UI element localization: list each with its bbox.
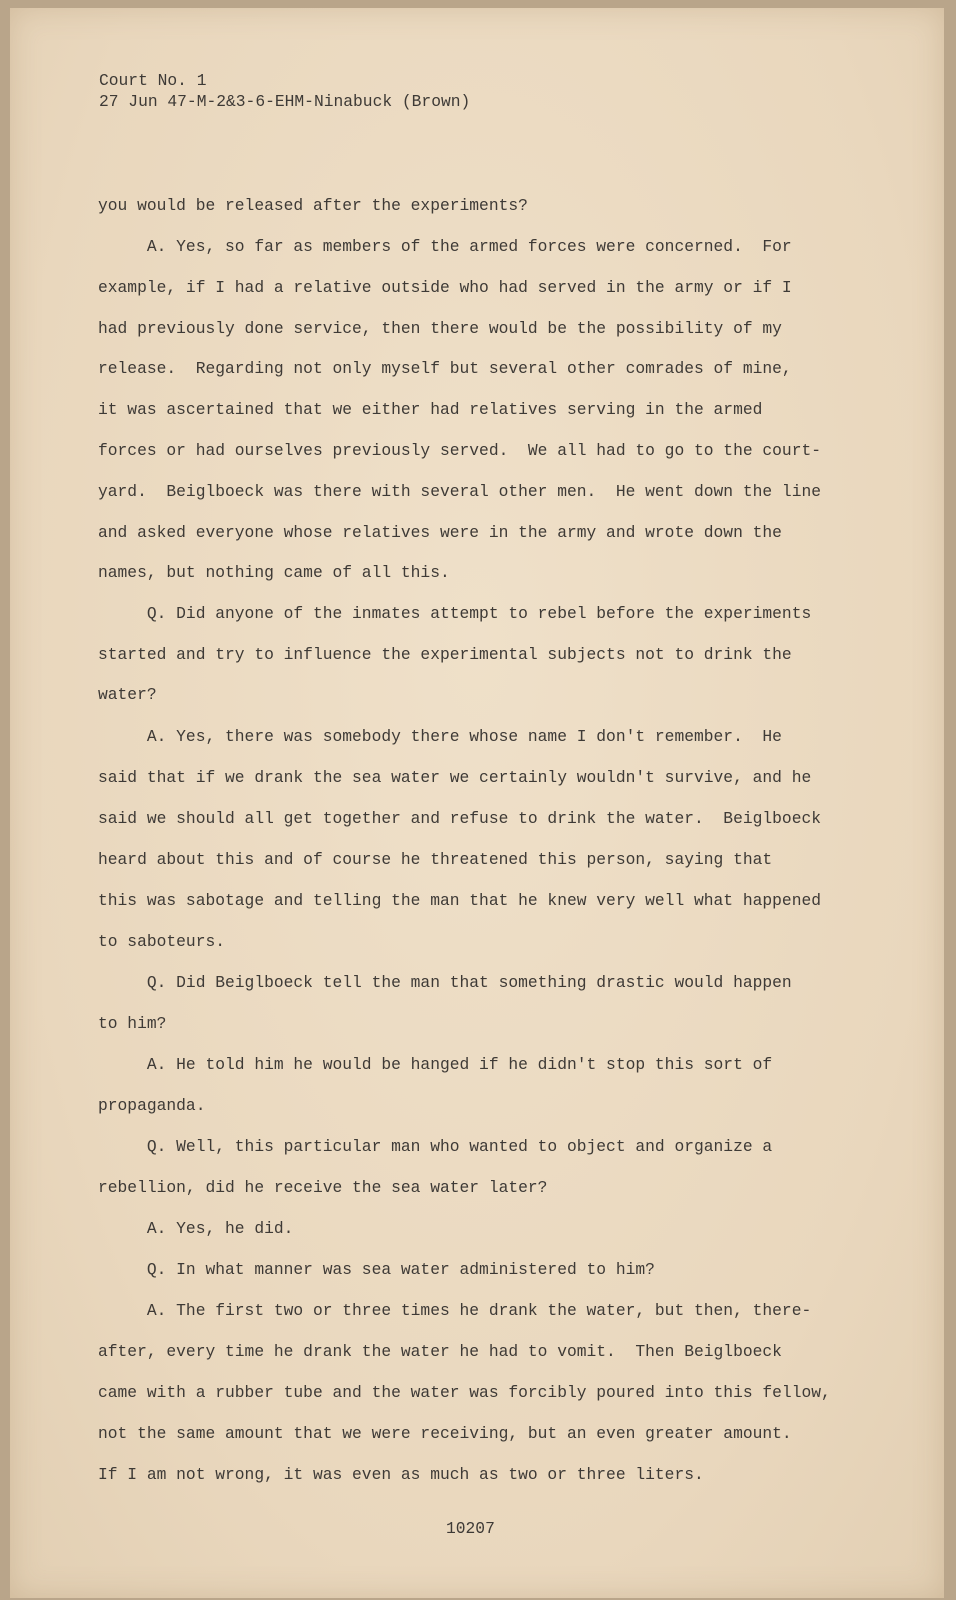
text-line: water? — [98, 685, 157, 704]
court-number: Court No. 1 — [99, 71, 207, 90]
text-line: release. Regarding not only myself but several other comrades of mine, — [98, 359, 792, 378]
text-line: propaganda. — [98, 1096, 206, 1115]
text-line: forces or had ourselves previously served. We all had to go to the court- — [98, 441, 822, 460]
text-line: A. Yes, so far as members of the armed forces were concerned. For — [98, 237, 792, 256]
text-line: started and try to influence the experimental subjects not to drink the — [98, 645, 792, 664]
text-line: A. Yes, he did. — [98, 1219, 294, 1238]
text-line: you would be released after the experiments? — [98, 196, 528, 215]
text-line: heard about this and of course he threatened this person, saying that — [98, 850, 773, 869]
text-line: said we should all get together and refuse to drink the water. Beiglboeck — [98, 809, 822, 828]
text-line: to him? — [98, 1014, 167, 1033]
text-line: If I am not wrong, it was even as much as two or three liters. — [98, 1465, 704, 1484]
text-line: A. Yes, there was somebody there whose name I don't remember. He — [98, 727, 782, 746]
text-line: Q. Well, this particular man who wanted to object and organize a — [98, 1137, 773, 1156]
text-line: rebellion, did he receive the sea water later? — [98, 1178, 548, 1197]
text-line: not the same amount that we were receiving, but an even greater amount. — [98, 1424, 792, 1443]
document-page — [10, 8, 944, 1598]
transcript-reference: 27 Jun 47-M-2&3-6-EHM-Ninabuck (Brown) — [99, 92, 471, 111]
text-line: had previously done service, then there would be the possibility of my — [98, 319, 782, 338]
text-line: A. He told him he would be hanged if he didn't stop this sort of — [98, 1055, 773, 1074]
text-line: Q. Did Beiglboeck tell the man that something drastic would happen — [98, 973, 792, 992]
text-line: A. The first two or three times he drank the water, but then, there- — [98, 1301, 812, 1320]
text-line: said that if we drank the sea water we certainly wouldn't survive, and he — [98, 768, 812, 787]
text-line: Q. Did anyone of the inmates attempt to rebel before the experiments — [98, 604, 812, 623]
text-line: after, every time he drank the water he had to vomit. Then Beiglboeck — [98, 1342, 782, 1361]
text-line: example, if I had a relative outside who had served in the army or if I — [98, 278, 792, 297]
text-line: came with a rubber tube and the water was forcibly poured into this fellow, — [98, 1383, 831, 1402]
text-line: it was ascertained that we either had relatives serving in the armed — [98, 400, 763, 419]
text-line: names, but nothing came of all this. — [98, 563, 450, 582]
page-number: 10207 — [446, 1519, 495, 1538]
text-line: this was sabotage and telling the man that he knew very well what happened — [98, 891, 822, 910]
text-line: to saboteurs. — [98, 932, 226, 951]
document-header — [99, 70, 470, 112]
text-line: yard. Beiglboeck was there with several other men. He went down the line — [98, 482, 822, 501]
text-line: and asked everyone whose relatives were in the army and wrote down the — [98, 523, 782, 542]
text-line: Q. In what manner was sea water administered to him? — [98, 1260, 655, 1279]
